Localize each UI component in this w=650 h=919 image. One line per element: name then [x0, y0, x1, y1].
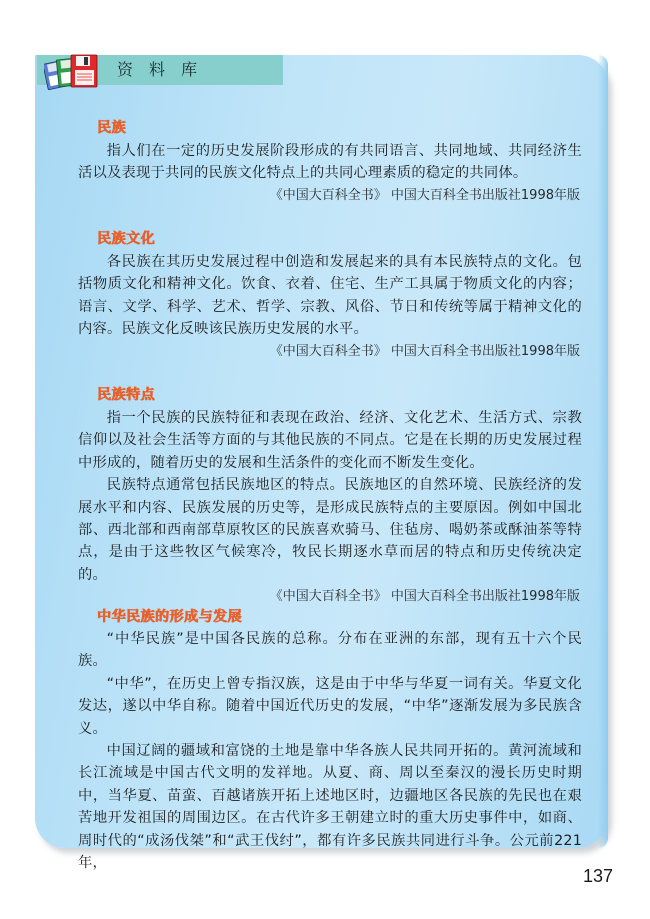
section-heading-national-culture: 民族文化: [97, 231, 155, 247]
section-heading-national-characteristics: 民族特点: [97, 387, 155, 403]
paragraph: 指人们在一定的历史发展阶段形成的有共同语言、共同地域、共同经济生活以及表现于共同的民族文化特点上的共同心理素质的稳定的共同体。: [78, 143, 582, 182]
floppy-disks-icon: [44, 52, 100, 94]
section-heading-chinese-nation: 中华民族的形成与发展: [97, 609, 242, 625]
paragraph: 指一个民族的民族特征和表现在政治、经济、文化艺术、生活方式、宗教信仰以及社会生活等方面的与其他民族的不同点。它是在长期的历史发展过程中形成的，随着历史的发展和生活条件的变化而不断发生变化。: [78, 410, 582, 471]
section-body-chinese-nation: [78, 628, 582, 874]
paragraph: 民族特点通常包括民族地区的特点。民族地区的自然环境、民族经济的发展水平和内容、民族发展的历史等，是形成民族特点的主要原因。例如中国北部、西北部和西南部草原牧区的民族喜欢骑马、住毡房、喝奶茶或酥油茶等特点，是由于这些牧区气候寒冷，牧民长期逐水草而居的特点和历史传统决定的。: [78, 477, 582, 583]
paragraph: “中华民族”是中国各民族的总称。分布在亚洲的东部，现有五十六个民族。: [78, 631, 582, 670]
section-title: 资料库: [117, 60, 214, 79]
page-number: 137: [583, 866, 614, 886]
section-heading-nation: 民族: [97, 120, 126, 136]
section-body-nation: [78, 140, 582, 207]
panel-edge-shade: [598, 55, 608, 848]
paragraph: 各民族在其历史发展过程中创造和发展起来的具有本民族特点的文化。包括物质文化和精神文化。饮食、衣着、住宅、生产工具属于物质文化的内容；语言、文学、科学、艺术、哲学、宗教、风俗、节日和传统等属于精神文化的内容。民族文化反映该民族历史发展的水平。: [78, 254, 582, 338]
paragraph: 中国辽阔的疆域和富饶的土地是靠中华各族人民共同开拓的。黄河流域和长江流域是中国古代文明的发祥地。从夏、商、周以至秦汉的漫长历史时期中，当华夏、苗蛮、百越诸族开拓上述地区时，边疆地区各民族的先民也在艰苦地开发祖国的周围边区。在古代许多王朝建立时的重大历史事件中，如商、周时代的“成汤伐桀”和“武王伐纣”，都有许多民族共同进行斗争。公元前221年，: [78, 743, 582, 872]
citation: 《中国大百科全书》 中国大百科全书出版社1998年版: [269, 343, 580, 359]
citation: 《中国大百科全书》 中国大百科全书出版社1998年版: [269, 187, 580, 203]
section-body-national-characteristics: [78, 407, 582, 609]
citation: 《中国大百科全书》 中国大百科全书出版社1998年版: [269, 589, 580, 605]
section-body-national-culture: [78, 251, 582, 363]
paragraph: “中华”，在历史上曾专指汉族，这是由于中华与华夏一词有关。华夏文化发达，遂以中华自称。随着中国近代历史的发展，“中华”逐渐发展为多民族含义。: [78, 675, 582, 737]
